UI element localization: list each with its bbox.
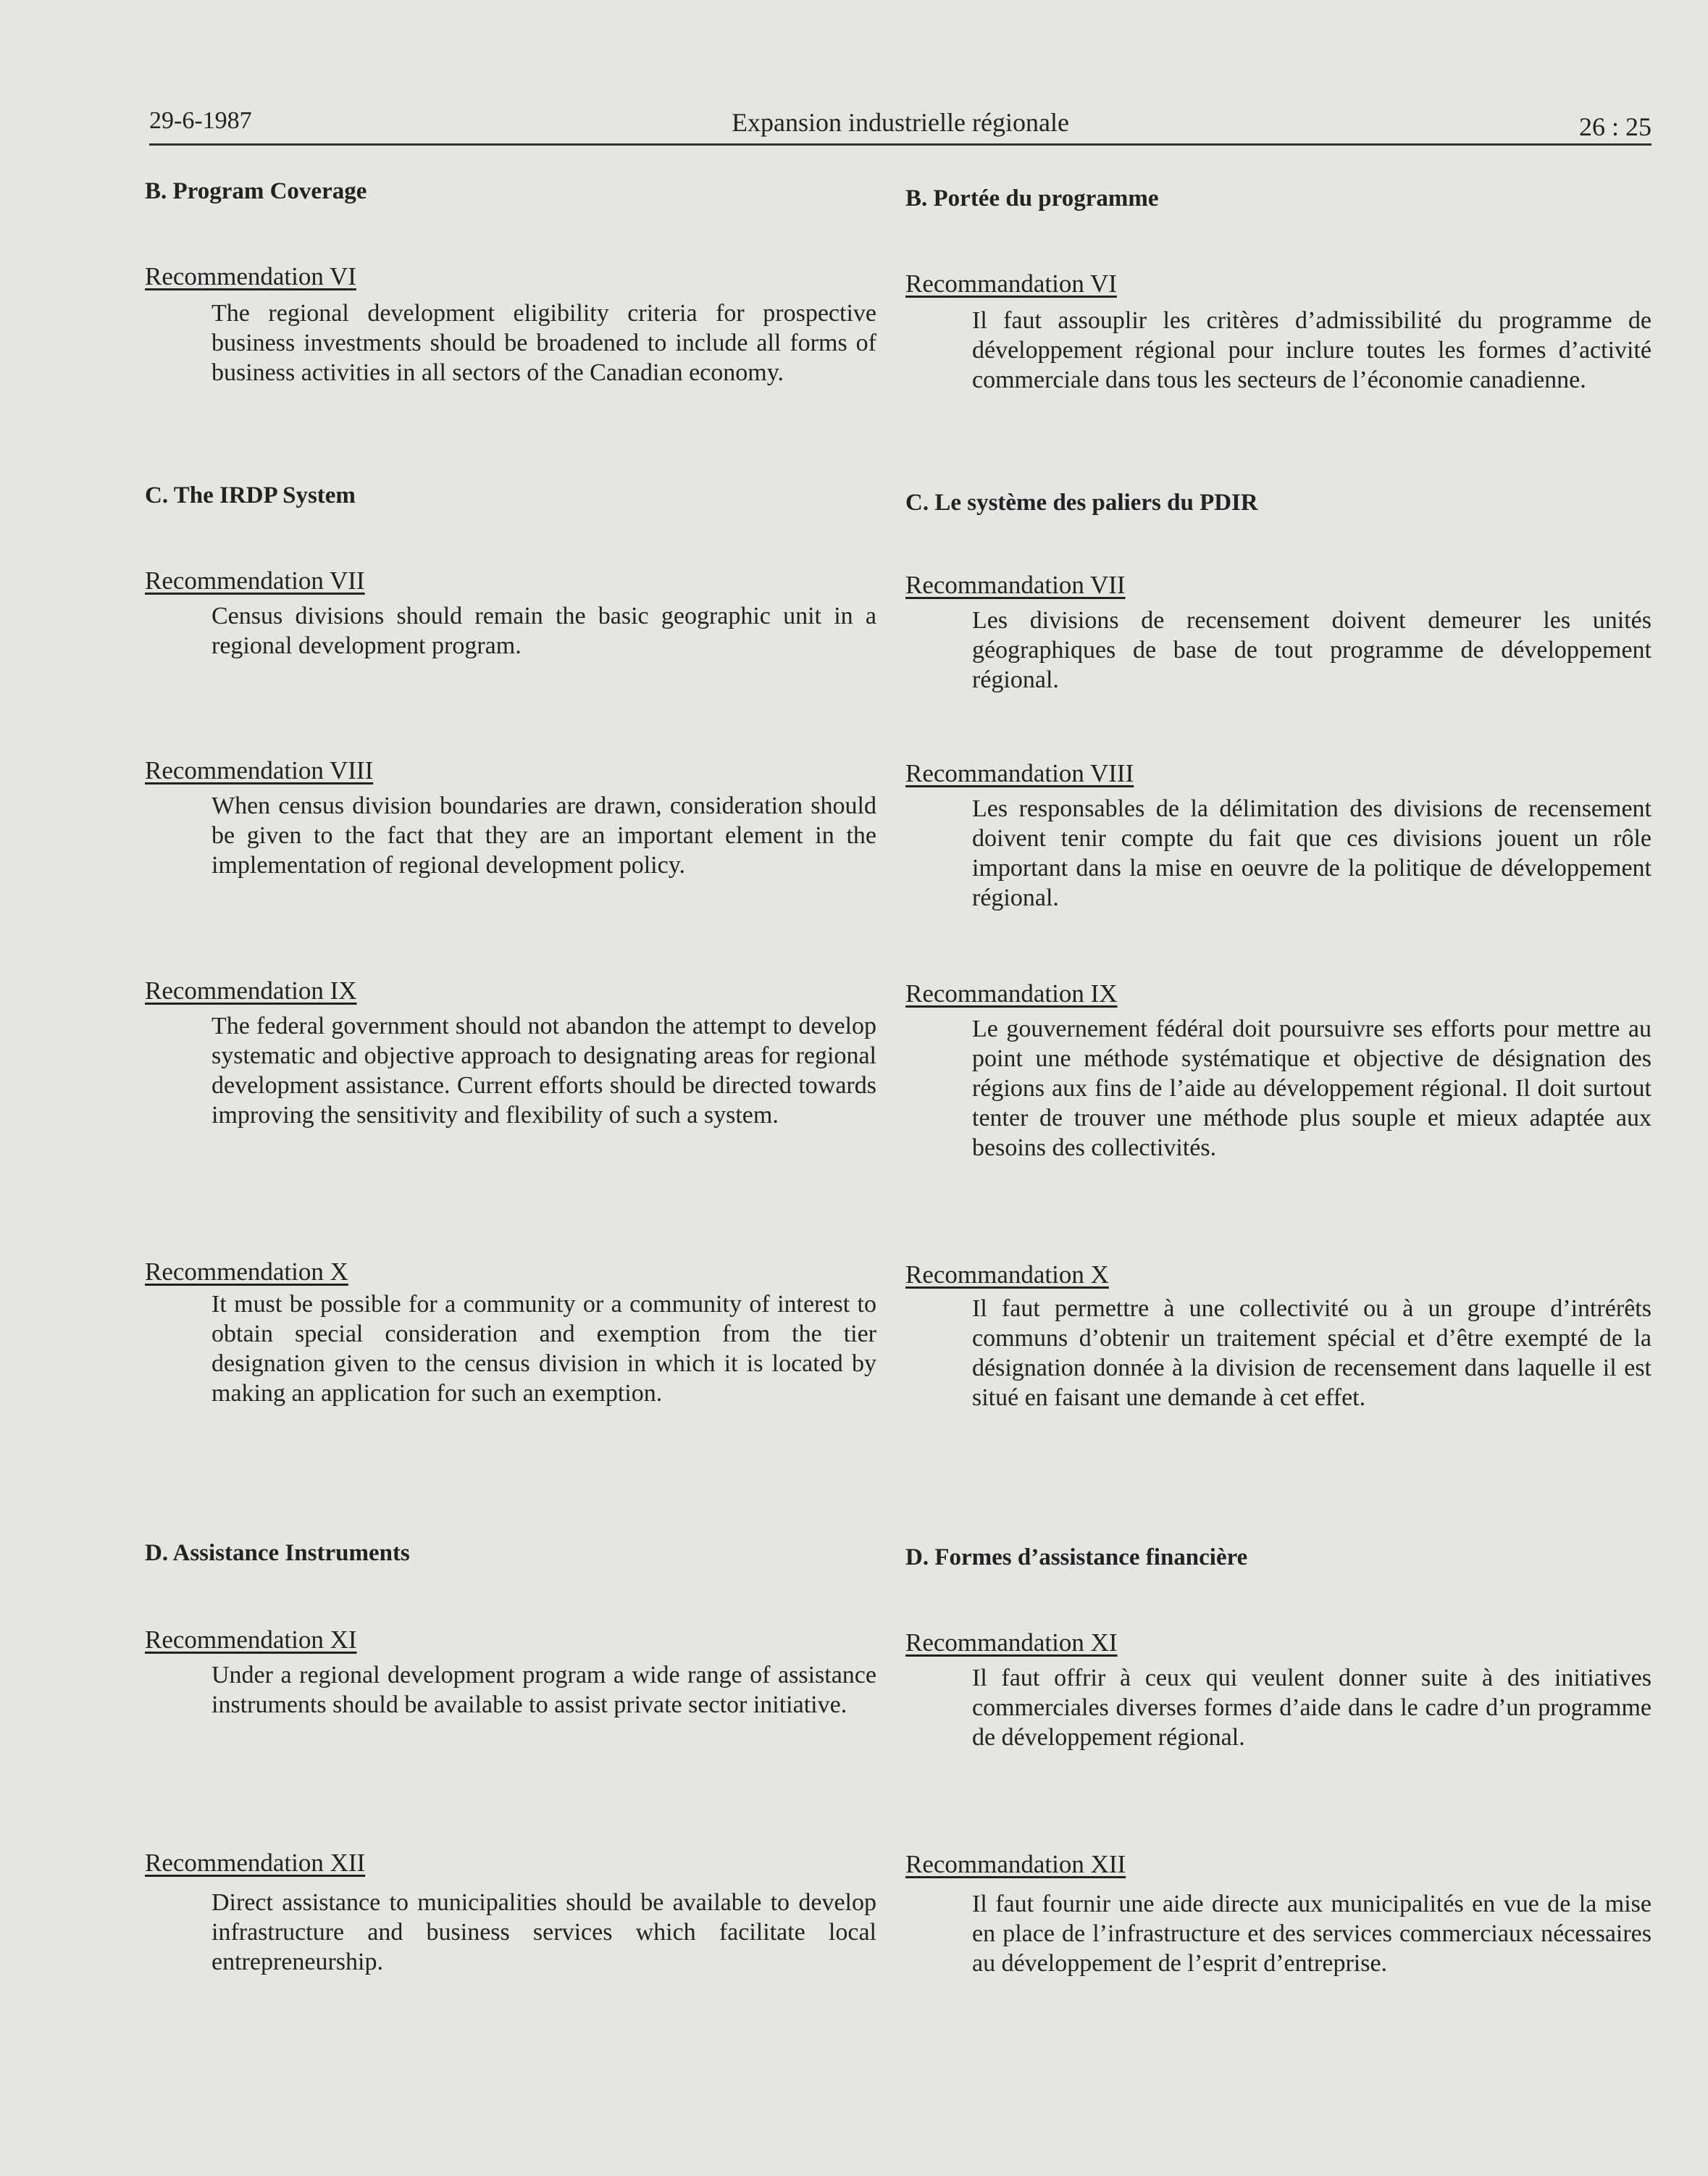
recommendation-block: [145, 566, 876, 661]
recommendation-block: [145, 756, 876, 880]
section-b-heading: B. Portée du programme: [905, 185, 1159, 212]
section-heading: [145, 482, 876, 509]
header-date: 29-6-1987: [149, 107, 252, 134]
recommendation-text: Il faut fournir une aide directe aux municipalités en vue de la mise en place de l’infrastructure et des services commerciaux nécessaires au développement de l’esprit d’entreprise.: [972, 1891, 1652, 1977]
section-d-heading: D. Formes d’assistance financière: [905, 1544, 1248, 1570]
recommendation-block: [905, 979, 1652, 1163]
recommendation-heading: Recommendation XII: [145, 1849, 366, 1877]
section-heading: [145, 1540, 876, 1567]
recommendation-text: Il faut permettre à une collectivité ou à un groupe d’intrérêts communs d’obtenir un traitement spécial et d’être exempté de la désignation donnée à la division de recensement dans laquelle il est situé en faisant une demande à cet effet.: [972, 1295, 1652, 1411]
recommendation-block: [905, 759, 1652, 913]
recommendation-block: [145, 976, 876, 1130]
recommendation-heading: Recommandation XII: [905, 1850, 1126, 1878]
recommendation-block: [145, 1625, 876, 1720]
header-page-number: 26 : 25: [1578, 112, 1652, 141]
recommendation-heading: Recommendation VI: [145, 262, 356, 290]
page-header: [149, 107, 1652, 148]
recommendation-text: Les responsables de la délimitation des divisions de recensement doivent tenir compte du fait que ces divisions jouent un rôle important dans la mise en oeuvre de la politique de développement régional.: [972, 795, 1652, 911]
recommendation-heading: Recommandation VII: [905, 571, 1126, 599]
recommendation-text: When census division boundaries are drawn, consideration should be given to the fact that they are an important element in the implementation of regional development policy.: [212, 792, 876, 879]
header-title: Expansion industrielle régionale: [732, 108, 1069, 137]
recommendation-heading: Recommandation IX: [905, 979, 1118, 1008]
recommendation-heading: Recommendation VIII: [145, 756, 374, 784]
recommendation-block: [905, 269, 1652, 395]
recommendation-text: Census divisions should remain the basic geographic unit in a regional development program.: [212, 603, 876, 659]
recommendation-heading: Recommendation X: [145, 1258, 348, 1286]
section-c-heading: C. The IRDP System: [145, 482, 356, 509]
recommendation-text: Le gouvernement fédéral doit poursuivre ses efforts pour mettre au point une méthode systématique et objective de désignation des régions aux fins de l’aide au développement régional. Il doit surtout tenter de trouver une méthode plus souple et mieux adaptée aux besoins des collectivités.: [972, 1016, 1652, 1161]
recommendation-heading: Recommendation VII: [145, 566, 365, 595]
section-heading: [905, 185, 1652, 212]
section-heading: [145, 178, 876, 205]
recommendation-heading: Recommandation VI: [905, 269, 1117, 298]
recommendation-text: Direct assistance to municipalities should be available to develop infrastructure and business services which facilitate local entrepreneurship.: [212, 1889, 876, 1975]
recommendation-block: [905, 1850, 1652, 1978]
recommendation-text: The federal government should not abandon the attempt to develop systematic and objective approach to designating areas for regional development assistance. Current efforts should be directed towards improving the sensitivity and flexibility of such a system.: [212, 1013, 876, 1129]
section-d-heading: D. Assistance Instruments: [145, 1540, 410, 1566]
recommendation-text: Under a regional development program a wide range of assistance instruments should be available to assist private sector initiative.: [212, 1662, 876, 1718]
recommendation-text: Les divisions de recensement doivent demeurer les unités géographiques de base de tout programme de développement régional.: [972, 607, 1652, 693]
recommendation-text: Il faut offrir à ceux qui veulent donner suite à des initiatives commerciales diverses formes d’aide dans le cadre d’un programme de développement régional.: [972, 1665, 1652, 1751]
recommendation-block: [905, 571, 1652, 695]
recommendation-heading: Recommendation IX: [145, 976, 357, 1005]
section-heading: [905, 490, 1652, 516]
section-heading: [905, 1544, 1652, 1571]
recommendation-block: [145, 262, 876, 388]
recommendation-heading: Recommandation X: [905, 1260, 1109, 1289]
recommendation-text: It must be possible for a community or a community of interest to obtain special consideration and exemption from the tier designation given to the census division in which it is located by making an application for such an exemption.: [212, 1291, 876, 1407]
recommendation-block: [145, 1849, 876, 1977]
recommendation-text: Il faut assouplir les critères d’admissibilité du programme de développement régional pour inclure toutes les formes d’activité commerciale dans tous les secteurs de l’économie canadienne.: [972, 307, 1652, 393]
recommendation-block: [905, 1260, 1652, 1413]
recommendation-heading: Recommandation XI: [905, 1628, 1118, 1657]
header-rule: [149, 143, 1652, 146]
section-c-heading: C. Le système des paliers du PDIR: [905, 490, 1258, 516]
recommendation-block: [145, 1258, 876, 1408]
recommendation-heading: Recommendation XI: [145, 1625, 357, 1654]
recommendation-block: [905, 1628, 1652, 1752]
recommendation-text: The regional development eligibility criteria for prospective business investments should be broadened to include all forms of business activities in all sectors of the Canadian economy.: [212, 300, 876, 386]
recommendation-heading: Recommandation VIII: [905, 759, 1134, 787]
section-b-heading: B. Program Coverage: [145, 178, 367, 204]
